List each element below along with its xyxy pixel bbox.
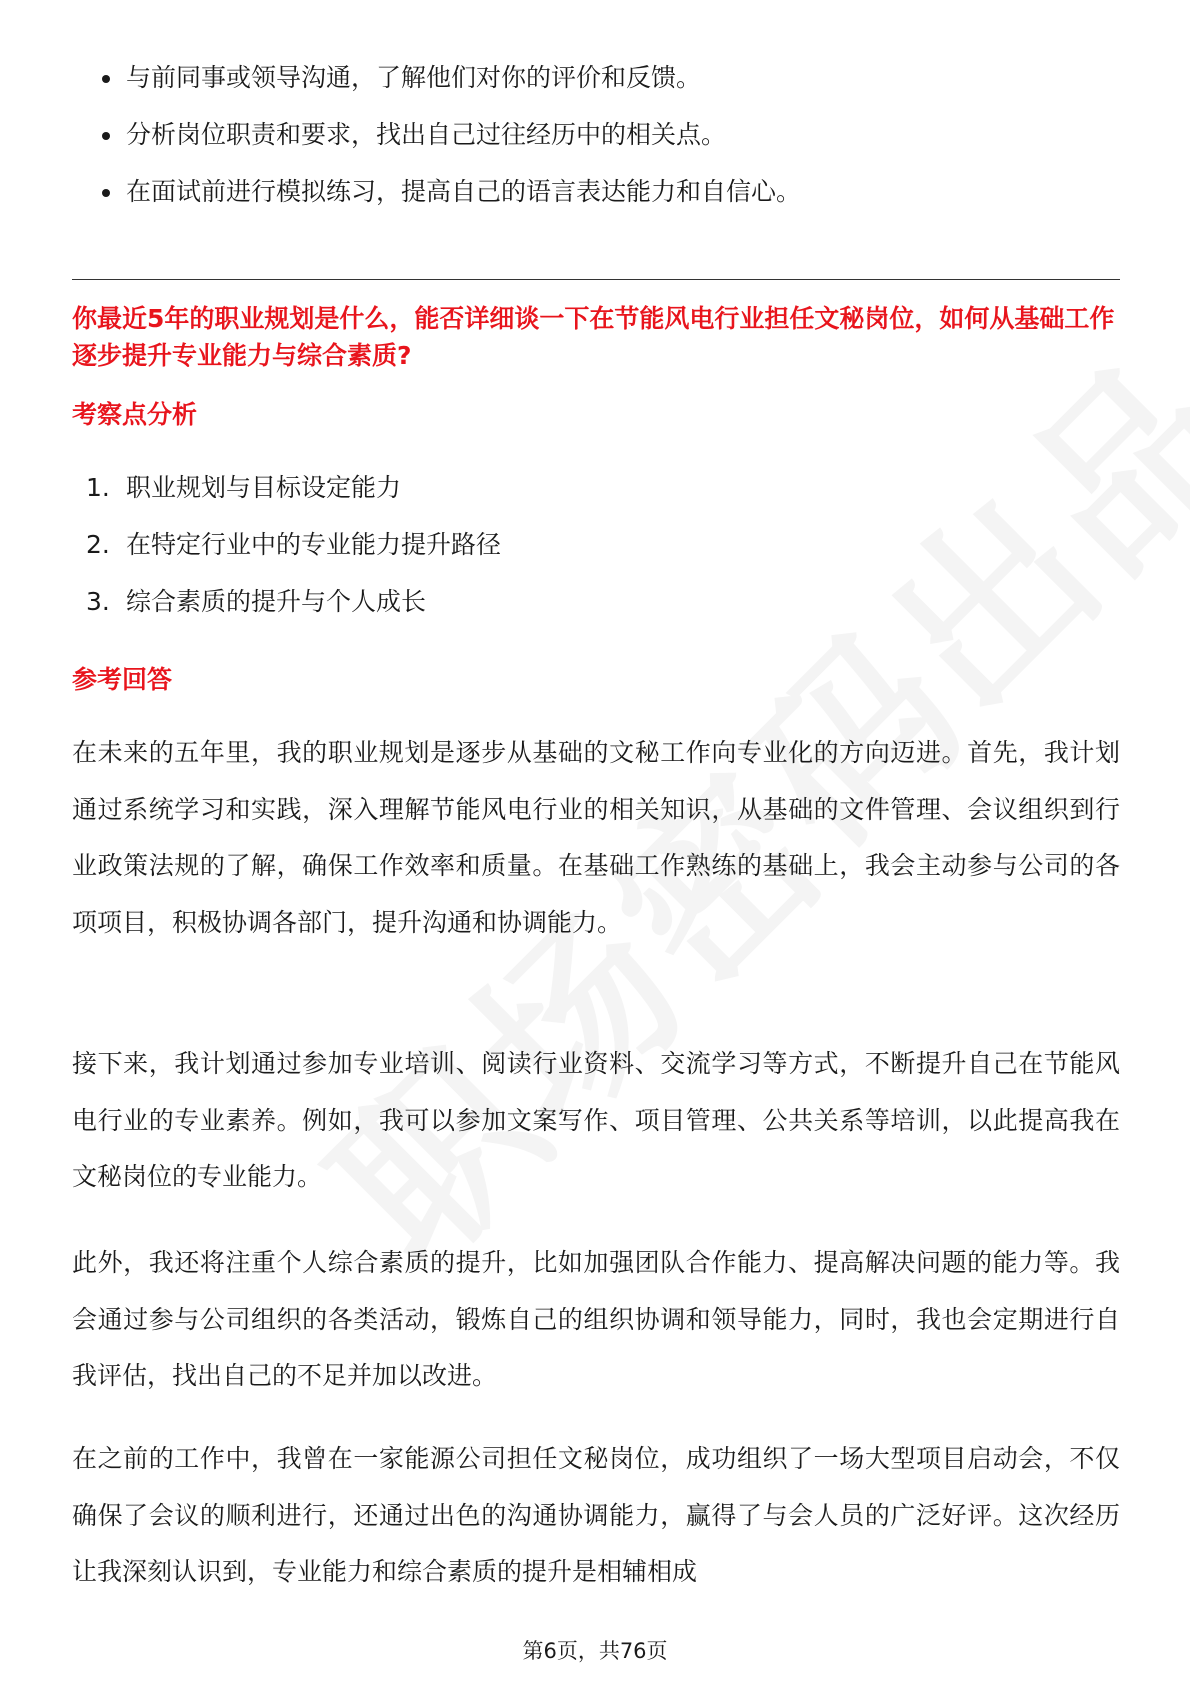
item-text: 职业规划与目标设定能力 (126, 473, 402, 502)
item-text: 在特定行业中的专业能力提升路径 (126, 530, 502, 559)
answer-paragraph: 接下来，我计划通过参加专业培训、阅读行业资料、交流学习等方式，不断提升自己在节能风电行业的专业素养。例如，我可以参加文案写作、项目管理、公共关系等培训，以此提高我在文秘岗位的专业能力。 (72, 1049, 1120, 1191)
bullet-dot-icon (102, 75, 110, 83)
item-text: 综合素质的提升与个人成长 (126, 587, 427, 616)
bullet-item (72, 117, 801, 174)
bullet-item (72, 60, 801, 117)
tips-bullet-list (72, 60, 801, 231)
page-number-footer: 第6页，共76页 (522, 1639, 668, 1663)
answer-paragraph: 此外，我还将注重个人综合素质的提升，比如加强团队合作能力、提高解决问题的能力等。我会通过参与公司组织的各类活动，锻炼自己的组织协调和领导能力，同时，我也会定期进行自我评估，找出自己的不足并加以改进。 (72, 1248, 1120, 1390)
analysis-item (72, 527, 501, 584)
bullet-text: 在面试前进行模拟练习，提高自己的语言表达能力和自信心。 (126, 177, 802, 206)
bullet-dot-icon (102, 132, 110, 140)
bullet-text: 分析岗位职责和要求，找出自己过往经历中的相关点。 (126, 120, 727, 149)
interview-question: 你最近5年的职业规划是什么，能否详细谈一下在节能风电行业担任文秘岗位，如何从基础工作逐步提升专业能力与综合素质? (72, 304, 1115, 370)
bullet-item (72, 174, 801, 231)
item-number: 3. (86, 587, 110, 616)
item-number: 1. (86, 473, 110, 502)
item-number: 2. (86, 530, 110, 559)
section-divider (72, 279, 1120, 280)
analysis-heading: 考察点分析 (72, 400, 198, 429)
analysis-item (72, 584, 501, 641)
bullet-text: 与前同事或领导沟通，了解他们对你的评价和反馈。 (126, 63, 702, 92)
analysis-item (72, 470, 501, 527)
answer-paragraph: 在之前的工作中，我曾在一家能源公司担任文秘岗位，成功组织了一场大型项目启动会，不仅确保了会议的顺利进行，还通过出色的沟通协调能力，赢得了与会人员的广泛好评。这次经历让我深刻认识到，专业能力和综合素质的提升是相辅相成 (72, 1444, 1120, 1586)
bullet-dot-icon (102, 189, 110, 197)
analysis-list (72, 470, 501, 641)
answer-heading: 参考回答 (72, 665, 173, 694)
answer-paragraph: 在未来的五年里，我的职业规划是逐步从基础的文秘工作向专业化的方向迈进。首先，我计划通过系统学习和实践，深入理解节能风电行业的相关知识，从基础的文件管理、会议组织到行业政策法规的了解，确保工作效率和质量。在基础工作熟练的基础上，我会主动参与公司的各项项目，积极协调各部门，提升沟通和协调能力。 (72, 738, 1120, 937)
